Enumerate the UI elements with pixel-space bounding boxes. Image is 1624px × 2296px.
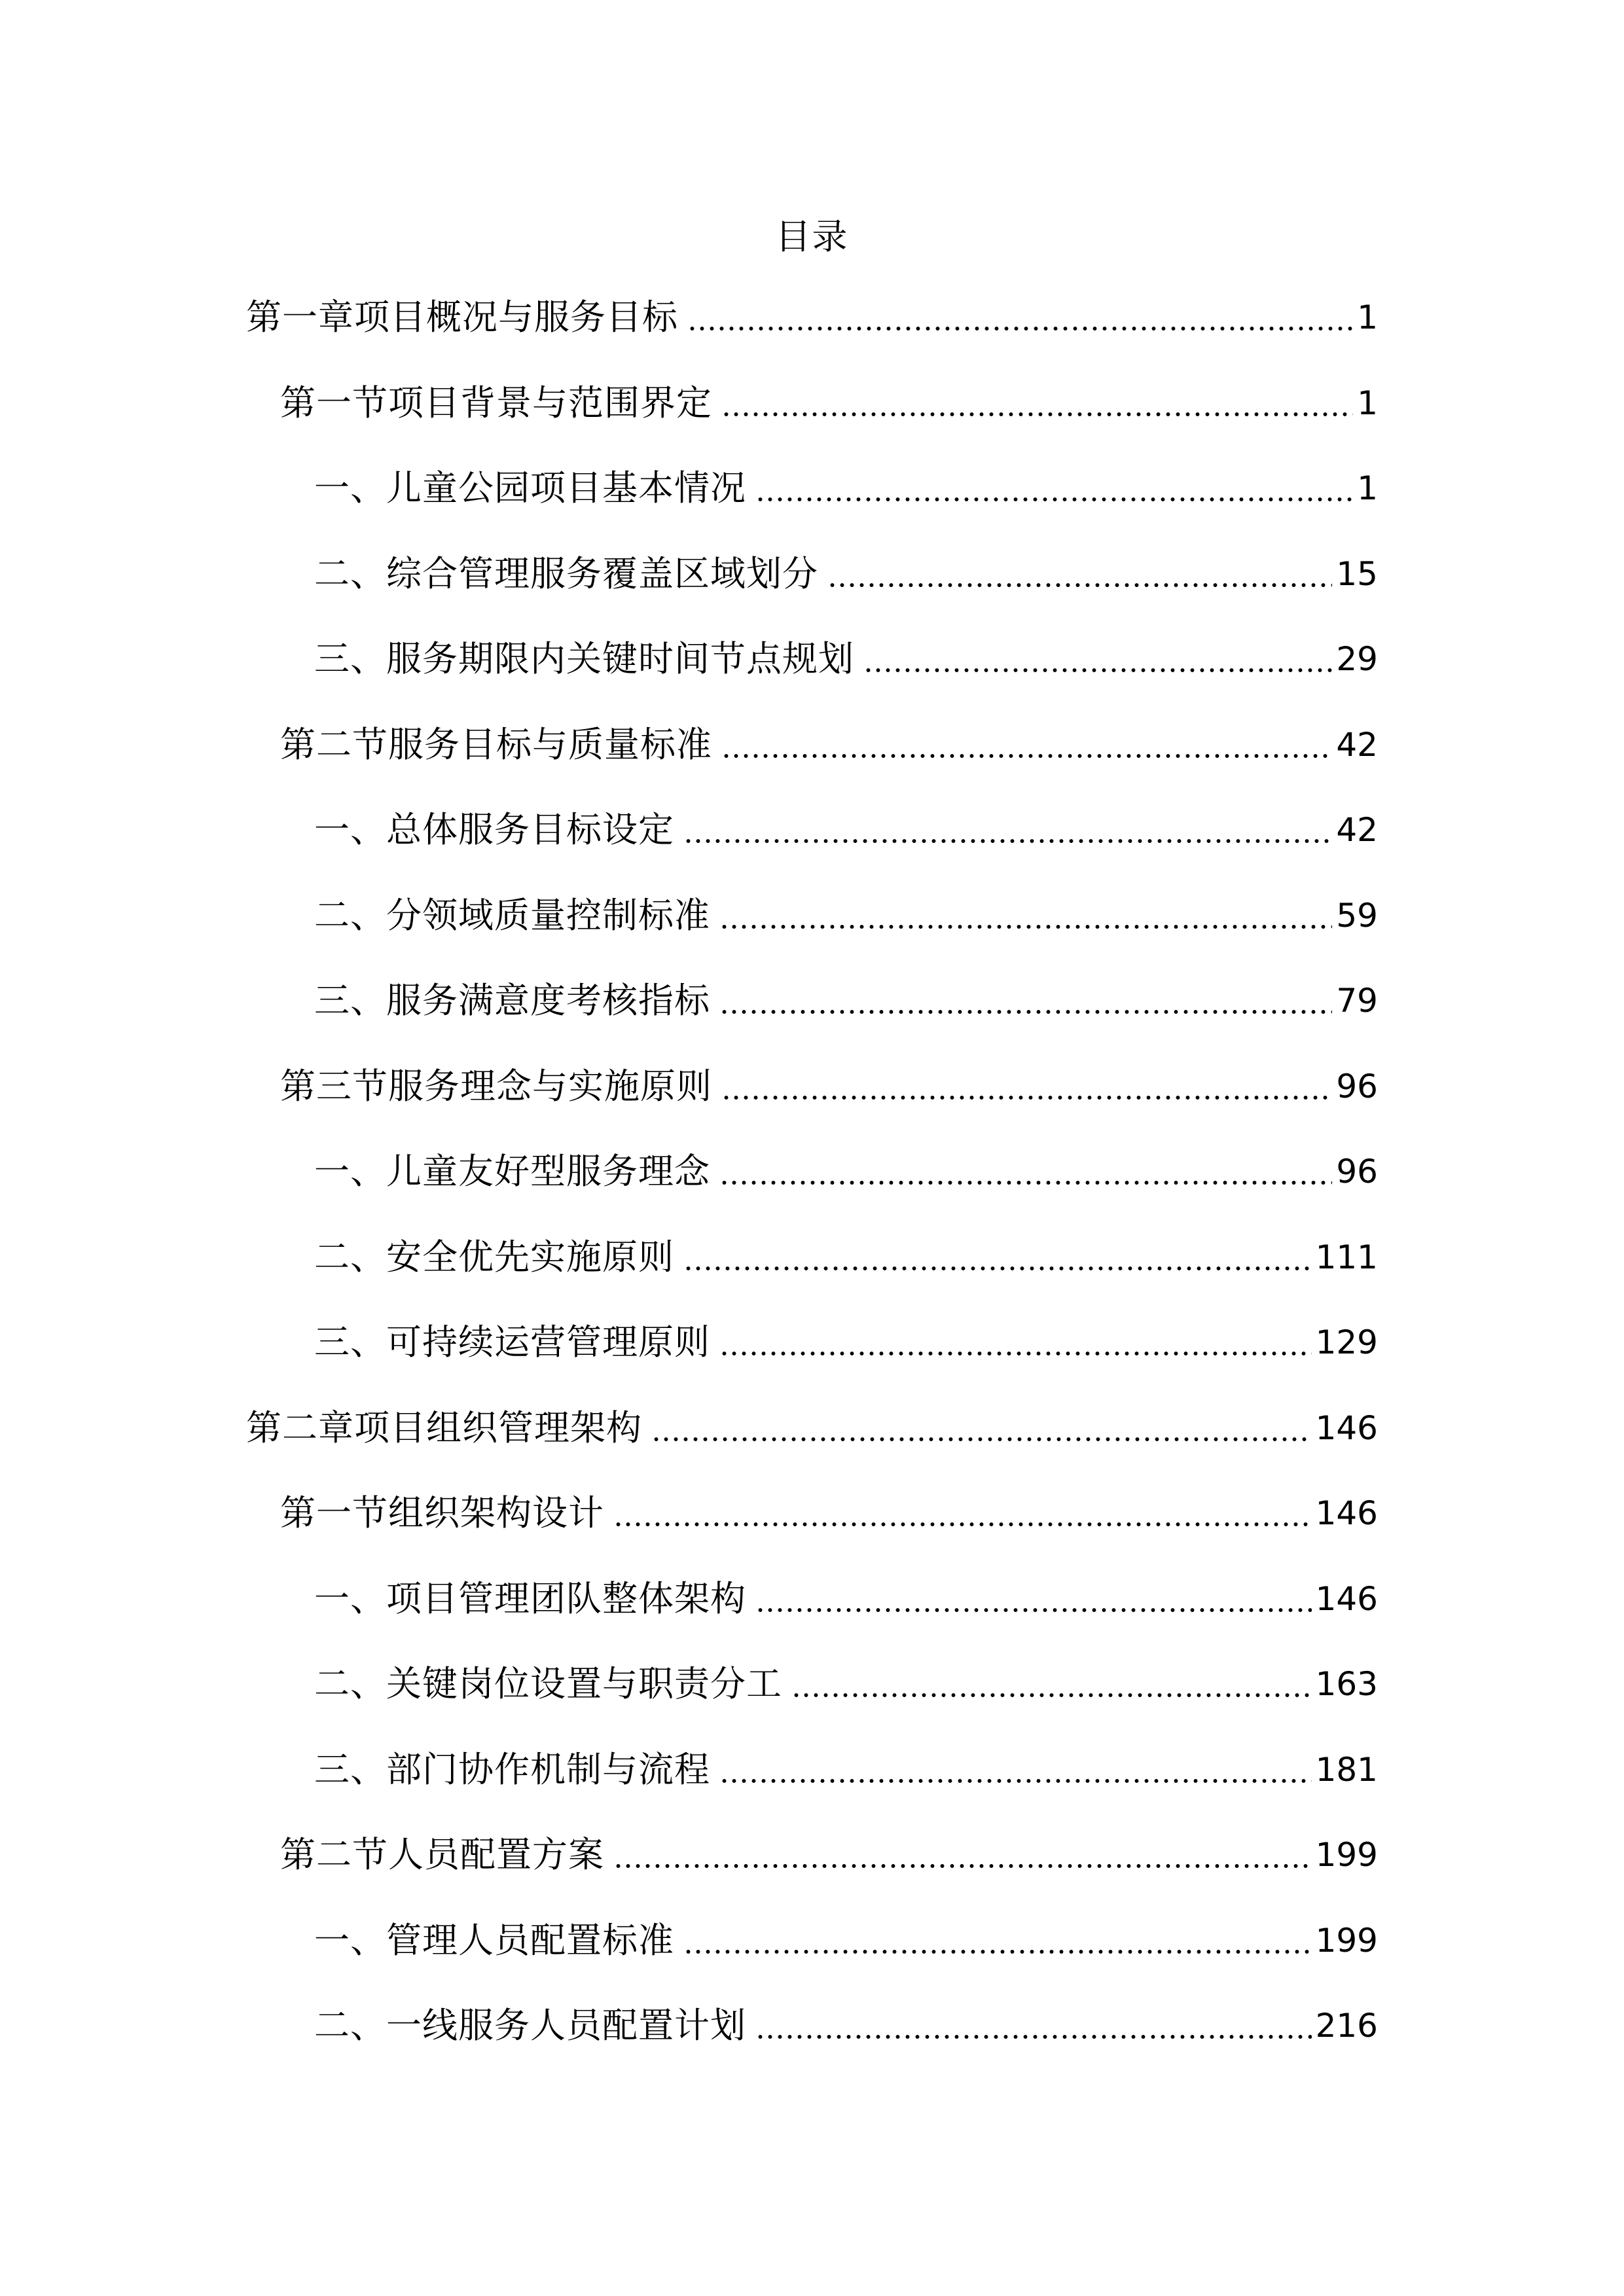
toc-entry-label: 一、儿童公园项目基本情况: [314, 467, 746, 509]
toc-entry[interactable]: [0, 1044, 1624, 1130]
toc-entry-page: 146: [1315, 1408, 1378, 1447]
toc-entry[interactable]: [0, 1983, 1624, 2069]
toc-entry-label: 一、儿童友好型服务理念: [314, 1151, 710, 1193]
toc-entry[interactable]: [0, 275, 1624, 361]
toc-entry-page: 29: [1336, 640, 1378, 679]
toc-dot-leader: [719, 986, 1332, 1015]
toc-entry-label: 三、部门协作机制与流程: [314, 1748, 710, 1790]
toc-entry-page: 199: [1315, 1921, 1378, 1960]
toc-entry-label: 第二节人员配置方案: [280, 1834, 604, 1876]
toc-entry-label: 二、关键岗位设置与职责分工: [314, 1663, 782, 1705]
toc-entry[interactable]: [0, 1556, 1624, 1642]
toc-entry[interactable]: [0, 1641, 1624, 1727]
toc-entry-page: 59: [1336, 896, 1378, 935]
toc-dot-leader: [755, 2011, 1312, 2040]
toc-dot-leader: [719, 1328, 1312, 1357]
toc-entry-label: 第一章项目概况与服务目标: [246, 296, 678, 338]
toc-entry-page: 96: [1336, 1153, 1378, 1191]
toc-entry[interactable]: [0, 958, 1624, 1044]
toc-entry[interactable]: [0, 1386, 1624, 1471]
toc-dot-leader: [721, 1072, 1332, 1101]
toc-entry[interactable]: [0, 1898, 1624, 1984]
toc-dot-leader: [613, 1840, 1312, 1869]
toc-dot-leader: [791, 1670, 1312, 1698]
toc-dot-leader: [755, 1585, 1312, 1613]
toc-entry-label: 三、服务满意度考核指标: [314, 980, 710, 1022]
toc-entry[interactable]: [0, 787, 1624, 873]
toc-entry-page: 111: [1315, 1238, 1378, 1276]
toc-dot-leader: [719, 1157, 1332, 1186]
toc-entry-page: 42: [1336, 811, 1378, 850]
toc-entry-page: 146: [1315, 1494, 1378, 1533]
toc-entry-label: 二、一线服务人员配置计划: [314, 2005, 746, 2047]
toc-entry[interactable]: [0, 1471, 1624, 1556]
toc-entry-page: 199: [1315, 1836, 1378, 1874]
toc-entry-page: 163: [1315, 1665, 1378, 1704]
toc-dot-leader: [719, 901, 1332, 930]
toc-entry-label: 一、管理人员配置标准: [314, 1919, 674, 1961]
toc-dot-leader: [863, 645, 1332, 673]
toc-entry-label: 第二节服务目标与质量标准: [280, 723, 712, 765]
toc-dot-leader: [719, 1755, 1312, 1784]
toc-entry[interactable]: [0, 873, 1624, 959]
toc-entry-label: 二、安全优先实施原则: [314, 1236, 674, 1278]
toc-title: 目录: [775, 216, 849, 257]
toc-dot-leader: [755, 474, 1353, 503]
toc-entry-label: 第二章项目组织管理架构: [246, 1407, 642, 1448]
table-of-contents: [0, 275, 1624, 2069]
toc-dot-leader: [687, 303, 1353, 332]
toc-dot-leader: [827, 560, 1332, 588]
toc-entry-page: 1: [1357, 384, 1378, 422]
toc-dot-leader: [683, 816, 1332, 844]
toc-entry[interactable]: [0, 1727, 1624, 1813]
toc-entry-label: 一、总体服务目标设定: [314, 809, 674, 851]
toc-entry-label: 第三节服务理念与实施原则: [280, 1065, 712, 1107]
toc-entry-page: 1: [1357, 469, 1378, 508]
toc-entry-page: 1: [1357, 298, 1378, 337]
toc-entry[interactable]: [0, 531, 1624, 617]
toc-entry-page: 146: [1315, 1579, 1378, 1618]
toc-dot-leader: [721, 730, 1332, 759]
toc-entry[interactable]: [0, 1300, 1624, 1386]
toc-entry[interactable]: [0, 1129, 1624, 1215]
toc-entry-page: 181: [1315, 1750, 1378, 1789]
toc-entry[interactable]: [0, 617, 1624, 702]
toc-entry-page: 79: [1336, 982, 1378, 1020]
toc-entry-label: 二、综合管理服务覆盖区域划分: [314, 552, 818, 594]
toc-dot-leader: [721, 389, 1353, 418]
toc-entry-label: 二、分领域质量控制标准: [314, 894, 710, 936]
toc-entry-page: 96: [1336, 1067, 1378, 1105]
toc-entry-page: 15: [1336, 554, 1378, 593]
toc-entry[interactable]: [0, 446, 1624, 531]
toc-entry-page: 129: [1315, 1323, 1378, 1362]
toc-entry[interactable]: [0, 1812, 1624, 1898]
toc-dot-leader: [683, 1926, 1312, 1955]
toc-entry-page: 42: [1336, 725, 1378, 764]
toc-entry-page: 216: [1315, 2007, 1378, 2045]
toc-entry-label: 一、项目管理团队整体架构: [314, 1577, 746, 1619]
toc-dot-leader: [613, 1499, 1312, 1528]
toc-entry-label: 第一节项目背景与范围界定: [280, 382, 712, 423]
toc-dot-leader: [651, 1414, 1312, 1443]
toc-dot-leader: [683, 1243, 1312, 1272]
toc-entry[interactable]: [0, 361, 1624, 446]
toc-entry-label: 三、服务期限内关键时间节点规划: [314, 638, 854, 680]
toc-entry[interactable]: [0, 1215, 1624, 1300]
toc-entry-label: 三、可持续运营管理原则: [314, 1321, 710, 1363]
toc-entry-label: 第一节组织架构设计: [280, 1492, 604, 1534]
toc-entry[interactable]: [0, 702, 1624, 788]
